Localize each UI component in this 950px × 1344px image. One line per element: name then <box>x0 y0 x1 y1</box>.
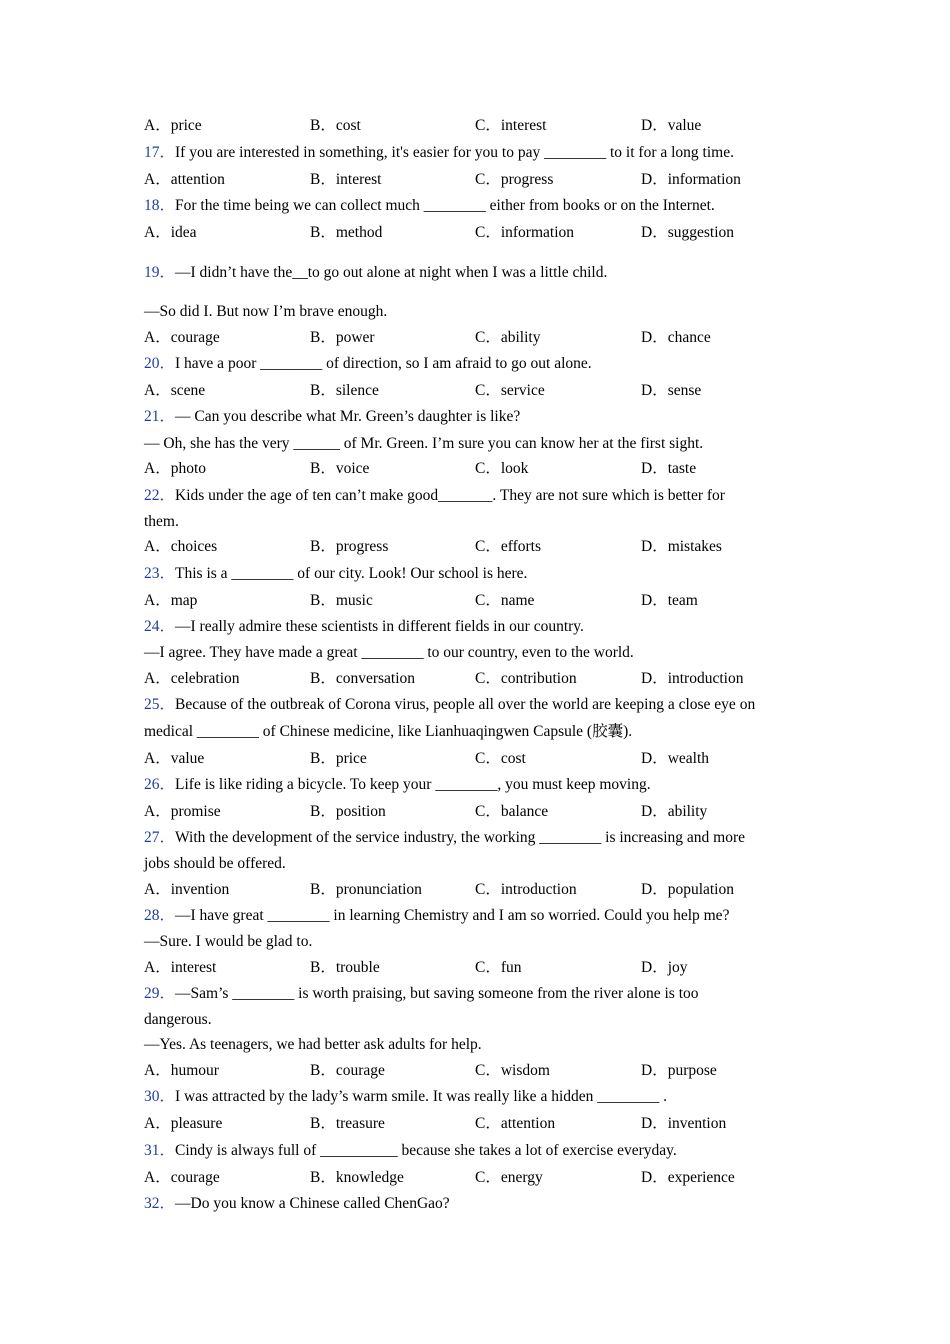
option-b[interactable]: B．treasure <box>310 1115 385 1132</box>
question-32 <box>144 1195 450 1213</box>
option-d[interactable]: D．information <box>641 171 741 188</box>
option-d[interactable]: D．value <box>641 117 702 134</box>
question-number: 31． <box>144 1142 176 1159</box>
option-b[interactable]: B．silence <box>310 382 379 399</box>
question-text: —Do you know a Chinese called ChenGao? <box>175 1195 450 1212</box>
option-b[interactable]: B．cost <box>310 117 361 134</box>
option-d[interactable]: D．team <box>641 592 698 609</box>
question-27 <box>144 829 745 847</box>
question-number: 21． <box>144 408 176 425</box>
option-b[interactable]: B．price <box>310 750 367 767</box>
option-d[interactable]: D．suggestion <box>641 224 735 241</box>
option-c[interactable]: C．information <box>475 224 575 241</box>
question-number: 28． <box>144 907 176 924</box>
option-c[interactable]: C．fun <box>475 959 522 976</box>
option-d[interactable]: D．taste <box>641 460 697 477</box>
question-19 <box>144 264 607 282</box>
question-number: 26． <box>144 776 176 793</box>
options-row <box>144 881 844 899</box>
option-c[interactable]: C．cost <box>475 750 526 767</box>
option-c[interactable]: C．progress <box>475 171 554 188</box>
options-row <box>144 592 844 610</box>
option-a[interactable]: A．interest <box>144 959 217 976</box>
option-c[interactable]: C．ability <box>475 329 541 346</box>
question-text-line: —Yes. As teenagers, we had better ask adults for help. <box>144 1036 482 1053</box>
option-a[interactable]: A．attention <box>144 171 225 188</box>
question-text-line: medical ________ of Chinese medicine, like Lianhuaqingwen Capsule (胶囊). <box>144 723 633 740</box>
question-25 <box>144 696 755 714</box>
question-number: 18． <box>144 197 176 214</box>
question-text: Life is like riding a bicycle. To keep your ________, you must keep moving. <box>175 776 651 793</box>
question-22 <box>144 487 725 505</box>
question-text-line: dangerous. <box>144 1011 212 1028</box>
question-21 <box>144 408 520 426</box>
option-c[interactable]: C．wisdom <box>475 1062 550 1079</box>
question-17 <box>144 144 734 162</box>
options-row <box>144 959 844 977</box>
question-text: I have a poor ________ of direction, so I am afraid to go out alone. <box>175 355 592 372</box>
option-d[interactable]: D．wealth <box>641 750 710 767</box>
question-text-line: —I agree. They have made a great ________ to our country, even to the world. <box>144 644 634 661</box>
options-row <box>144 750 844 768</box>
option-a[interactable]: A．courage <box>144 329 220 346</box>
option-d[interactable]: D．experience <box>641 1169 735 1186</box>
option-d[interactable]: D．population <box>641 881 734 898</box>
option-c[interactable]: C．balance <box>475 803 549 820</box>
question-text: Kids under the age of ten can’t make good_______. They are not sure which is better for <box>175 487 725 504</box>
question-31 <box>144 1142 677 1160</box>
question-28 <box>144 907 729 925</box>
option-d[interactable]: D．sense <box>641 382 702 399</box>
option-d[interactable]: D．introduction <box>641 670 744 687</box>
options-row <box>144 171 844 189</box>
option-b[interactable]: B．method <box>310 224 383 241</box>
options-row <box>144 670 844 688</box>
options-row <box>144 1169 844 1187</box>
option-b[interactable]: B．progress <box>310 538 389 555</box>
question-23 <box>144 565 527 583</box>
option-b[interactable]: B．position <box>310 803 386 820</box>
option-a[interactable]: A．map <box>144 592 198 609</box>
question-text: —Sam’s ________ is worth praising, but saving someone from the river alone is too <box>175 985 699 1002</box>
option-b[interactable]: B．courage <box>310 1062 385 1079</box>
question-text-line: jobs should be offered. <box>144 855 286 872</box>
option-a[interactable]: A．photo <box>144 460 207 477</box>
option-a[interactable]: A．celebration <box>144 670 240 687</box>
option-c[interactable]: C．name <box>475 592 535 609</box>
question-number: 17． <box>144 144 176 161</box>
question-number: 29． <box>144 985 176 1002</box>
question-text: For the time being we can collect much ________ either from books or on the Internet. <box>175 197 715 214</box>
question-text: This is a ________ of our city. Look! Our school is here. <box>175 565 528 582</box>
options-row <box>144 329 844 347</box>
option-a[interactable]: A．humour <box>144 1062 219 1079</box>
option-a[interactable]: A．idea <box>144 224 197 241</box>
option-a[interactable]: A．value <box>144 750 205 767</box>
option-b[interactable]: B．knowledge <box>310 1169 404 1186</box>
question-number: 20． <box>144 355 176 372</box>
option-b[interactable]: B．music <box>310 592 373 609</box>
question-text: — Can you describe what Mr. Green’s daughter is like? <box>175 408 521 425</box>
option-a[interactable]: A．choices <box>144 538 218 555</box>
question-text: Because of the outbreak of Corona virus, people all over the world are keeping a close eye on <box>175 696 756 713</box>
options-row <box>144 460 844 478</box>
options-row <box>144 538 844 556</box>
question-text: —I have great ________ in learning Chemistry and I am so worried. Could you help me? <box>175 907 730 924</box>
option-a[interactable]: A．pleasure <box>144 1115 223 1132</box>
option-b[interactable]: B．voice <box>310 460 370 477</box>
question-number: 30． <box>144 1088 176 1105</box>
question-text: With the development of the service industry, the working ________ is increasing and more <box>175 829 746 846</box>
option-a[interactable]: A．scene <box>144 382 206 399</box>
option-a[interactable]: A．price <box>144 117 202 134</box>
option-a[interactable]: A．courage <box>144 1169 220 1186</box>
question-text: —I really admire these scientists in different fields in our country. <box>175 618 584 635</box>
question-text: Cindy is always full of __________ because she takes a lot of exercise everyday. <box>175 1142 677 1159</box>
option-c[interactable]: C．energy <box>475 1169 543 1186</box>
question-number: 27． <box>144 829 176 846</box>
option-d[interactable]: D．chance <box>641 329 711 346</box>
option-b[interactable]: B．pronunciation <box>310 881 422 898</box>
option-d[interactable]: D．mistakes <box>641 538 722 555</box>
question-number: 23． <box>144 565 176 582</box>
option-a[interactable]: A．promise <box>144 803 221 820</box>
option-d[interactable]: D．invention <box>641 1115 727 1132</box>
options-row <box>144 1115 844 1133</box>
question-text: I was attracted by the lady’s warm smile. It was really like a hidden ________ . <box>175 1088 668 1105</box>
option-a[interactable]: A．invention <box>144 881 230 898</box>
option-c[interactable]: C．interest <box>475 117 547 134</box>
question-text: —I didn’t have the__to go out alone at night when I was a little child. <box>175 264 608 281</box>
option-c[interactable]: C．efforts <box>475 538 542 555</box>
option-c[interactable]: C．contribution <box>475 670 577 687</box>
question-29 <box>144 985 699 1003</box>
question-30 <box>144 1088 667 1106</box>
question-text-line: — Oh, she has the very ______ of Mr. Green. I’m sure you can know her at the first sight. <box>144 435 704 452</box>
question-number: 24． <box>144 618 176 635</box>
option-b[interactable]: B．power <box>310 329 375 346</box>
question-number: 22． <box>144 487 176 504</box>
option-b[interactable]: B．interest <box>310 171 382 188</box>
option-d[interactable]: D．purpose <box>641 1062 717 1079</box>
question-number: 19． <box>144 264 176 281</box>
option-d[interactable]: D．ability <box>641 803 708 820</box>
options-row <box>144 224 844 242</box>
question-text-line: —Sure. I would be glad to. <box>144 933 313 950</box>
options-row <box>144 382 844 400</box>
question-text-line: —So did I. But now I’m brave enough. <box>144 303 388 320</box>
options-row <box>144 117 844 135</box>
option-b[interactable]: B．trouble <box>310 959 380 976</box>
option-b[interactable]: B．conversation <box>310 670 416 687</box>
question-24 <box>144 618 584 636</box>
options-row <box>144 803 844 821</box>
question-18 <box>144 197 715 215</box>
question-number: 25． <box>144 696 176 713</box>
option-c[interactable]: C．introduction <box>475 881 577 898</box>
question-text: If you are interested in something, it's easier for you to pay ________ to it for a long time. <box>175 144 734 161</box>
option-c[interactable]: C．service <box>475 382 545 399</box>
question-20 <box>144 355 592 373</box>
question-number: 32． <box>144 1195 176 1212</box>
option-c[interactable]: C．attention <box>475 1115 556 1132</box>
option-d[interactable]: D．joy <box>641 959 688 976</box>
option-c[interactable]: C．look <box>475 460 529 477</box>
options-row <box>144 1062 844 1080</box>
question-26 <box>144 776 651 794</box>
question-text-line: them. <box>144 513 179 530</box>
